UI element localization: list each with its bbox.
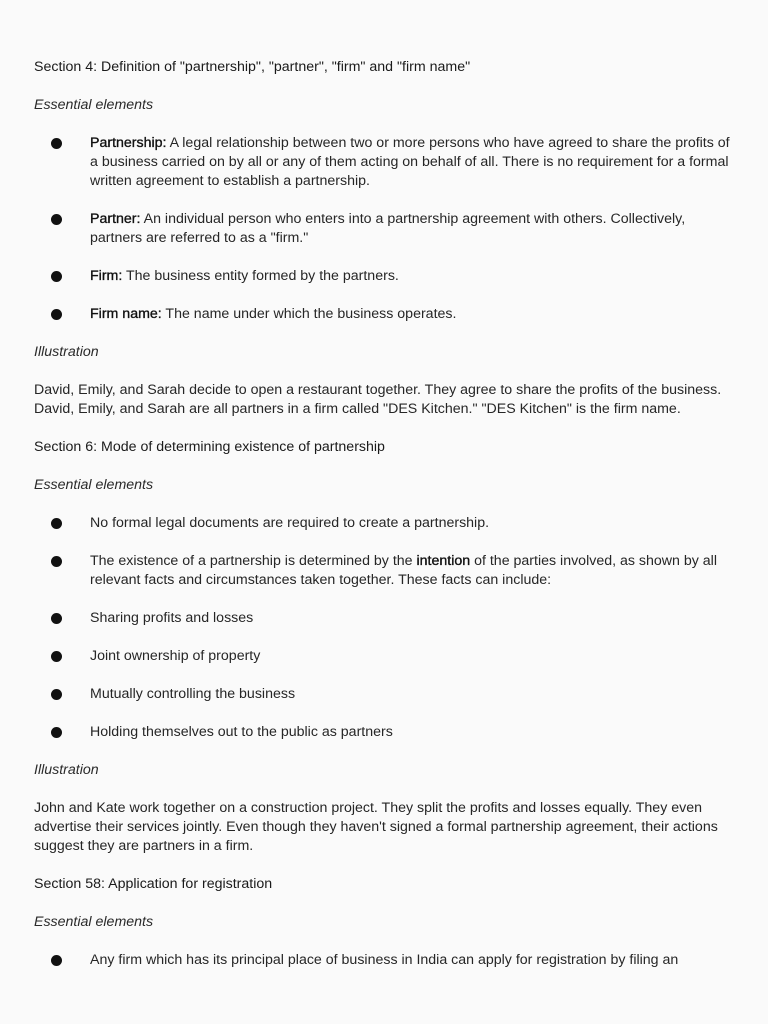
item-text: No formal legal documents are required to create a partnership. — [90, 515, 490, 531]
definition-text: The business entity formed by the partners. — [122, 268, 399, 284]
list-item — [34, 267, 734, 286]
list-item — [34, 305, 734, 324]
illustration-label: Illustration — [34, 762, 99, 778]
item-text: Any firm which has its principal place of business in India can apply for registration by filing an — [90, 952, 679, 968]
list-item — [34, 514, 734, 533]
definition-text: An individual person who enters into a partnership agreement with others. Collectively, partners are referred to as a "firm." — [90, 211, 686, 246]
list-item — [34, 685, 734, 704]
section-6 — [34, 438, 734, 856]
illustration-label: Illustration — [34, 344, 99, 360]
bullet-icon — [51, 214, 62, 225]
bullet-icon — [51, 689, 62, 700]
bullet-list — [34, 514, 734, 742]
section-58 — [34, 875, 734, 970]
bullet-icon — [51, 955, 62, 966]
item-text: Joint ownership of property — [90, 648, 261, 664]
term-label: Firm name: — [90, 306, 162, 322]
bullet-icon — [51, 138, 62, 149]
section-heading: Section 58: Application for registration — [34, 876, 273, 892]
definition-text: A legal relationship between two or more persons who have agreed to share the profits of a business carried on by all or any of them acting on behalf of all. There is no requirement for a formal written agreement to establish a partnership. — [90, 135, 730, 189]
list-item — [34, 134, 734, 191]
bullet-icon — [51, 727, 62, 738]
term-label: Firm: — [90, 268, 123, 284]
list-item — [34, 609, 734, 628]
list-item — [34, 210, 734, 248]
bullet-icon — [51, 309, 62, 320]
item-text-after: of the parties involved, as shown by all relevant facts and circumstances taken together. These facts can include: — [90, 553, 717, 588]
item-text: Holding themselves out to the public as partners — [90, 724, 393, 740]
bullet-list — [34, 951, 734, 970]
list-item — [34, 552, 734, 590]
emphasis-text: intention — [416, 553, 471, 569]
bullet-icon — [51, 271, 62, 282]
term-label: Partner: — [90, 211, 141, 227]
list-item — [34, 951, 734, 970]
term-label: Partnership: — [90, 135, 167, 151]
section-heading: Section 4: Definition of "partnership", "partner", "firm" and "firm name" — [34, 59, 471, 75]
list-item — [34, 723, 734, 742]
essential-elements-label: Essential elements — [34, 97, 154, 113]
item-text-before: The existence of a partnership is determined by the — [90, 553, 417, 569]
bullet-icon — [51, 651, 62, 662]
section-heading: Section 6: Mode of determining existence of partnership — [34, 439, 385, 455]
essential-elements-label: Essential elements — [34, 914, 154, 930]
bullet-list — [34, 134, 734, 324]
bullet-icon — [51, 556, 62, 567]
essential-elements-label: Essential elements — [34, 477, 154, 493]
item-text: Sharing profits and losses — [90, 610, 254, 626]
document-page — [34, 58, 734, 989]
item-text: Mutually controlling the business — [90, 686, 296, 702]
illustration-text: David, Emily, and Sarah decide to open a restaurant together. They agree to share the profits of the business. David, Emily, and Sarah are all partners in a firm called "DES Kitchen." "DES Kitchen" is the firm name. — [34, 382, 722, 417]
section-4 — [34, 58, 734, 419]
illustration-text: John and Kate work together on a construction project. They split the profits and losses equally. They even advertise their services jointly. Even though they haven't signed a formal partnership agreement, their actions suggest they are partners in a firm. — [34, 800, 718, 854]
bullet-icon — [51, 613, 62, 624]
bullet-icon — [51, 518, 62, 529]
list-item — [34, 647, 734, 666]
definition-text: The name under which the business operates. — [161, 306, 457, 322]
